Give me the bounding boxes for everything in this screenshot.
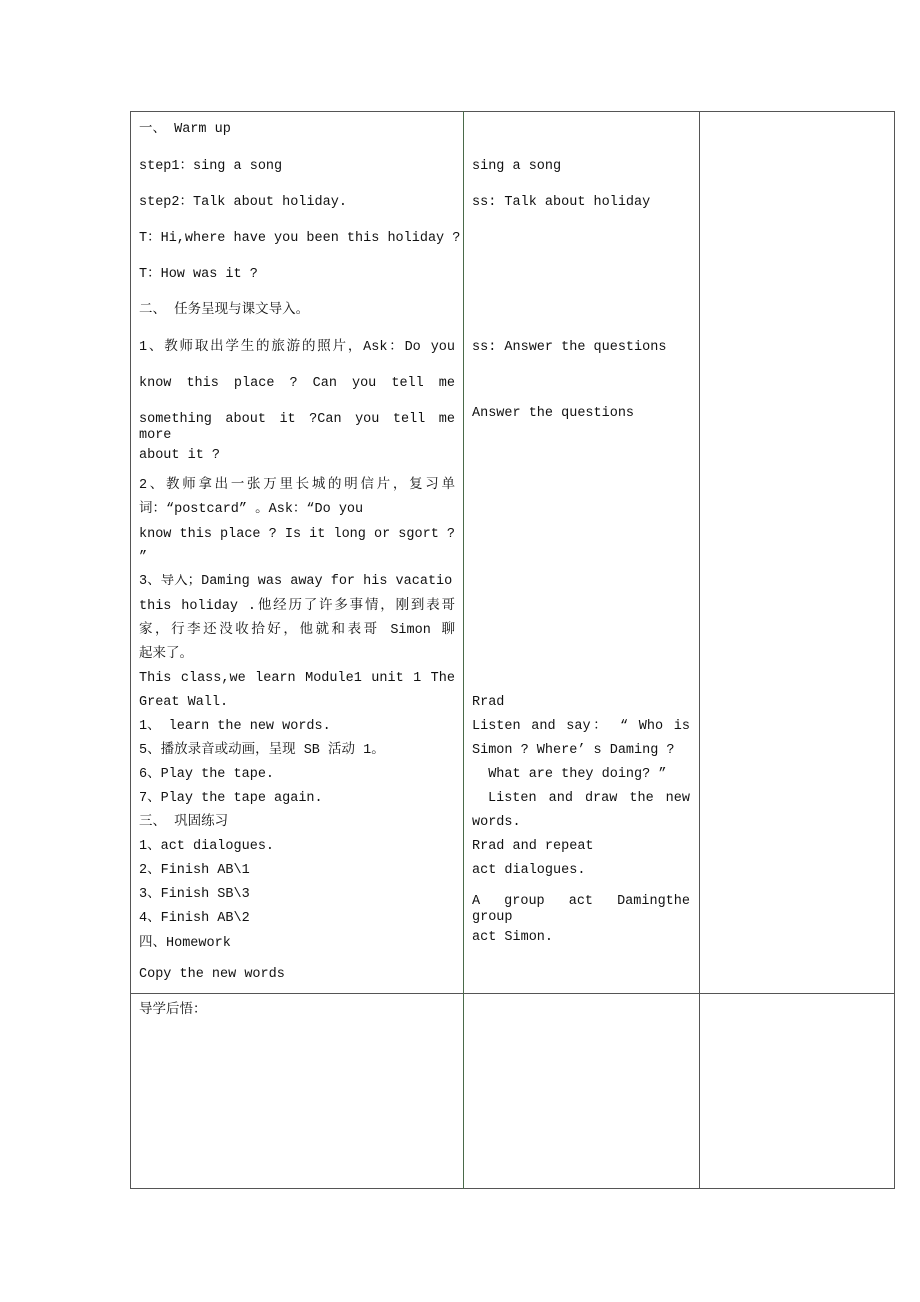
table-border-top: [130, 111, 895, 112]
section-heading: 二、 任务呈现与课文导入。: [139, 303, 310, 318]
text-line: Listen and say： “ Who is: [472, 719, 690, 734]
text-line: Rrad: [472, 695, 505, 710]
text-line: T：Hi,where have you been this holiday ?: [139, 231, 461, 246]
text-line: Answer the questions: [472, 406, 635, 421]
text-line: 词：“postcard” 。Ask：“Do you: [139, 502, 364, 517]
text-line: 起来了。: [139, 647, 193, 662]
text-line: 1、教师取出学生的旅游的照片，Ask：Do you: [139, 340, 455, 355]
text-line: 7、Play the tape again.: [139, 791, 323, 806]
text-line: ss: Talk about holiday: [472, 195, 651, 210]
text-line: 1、act dialogues.: [139, 839, 275, 854]
text-line: ”: [139, 550, 148, 565]
section-heading: 一、 Warm up: [139, 122, 231, 137]
text-line: 4、Finish AB\2: [139, 911, 250, 926]
reflection-label: 导学后悟：: [139, 1003, 207, 1018]
text-line: sing a song: [472, 159, 562, 174]
text-line: act dialogues.: [472, 863, 586, 878]
text-line: this holiday .他经历了许多事情，刚到表哥: [139, 599, 455, 614]
text-line: 2、教师拿出一张万里长城的明信片，复习单: [139, 478, 455, 493]
text-line: step2：Talk about holiday.: [139, 195, 347, 210]
text-line: 家，行李还没收拾好，他就和表哥 Simon 聊: [139, 623, 455, 638]
table-border-bottom: [130, 1188, 895, 1189]
row-divider: [130, 993, 895, 994]
text-line: What are they doing? ”: [472, 767, 667, 782]
text-line: 1、 learn the new words.: [139, 719, 331, 734]
table-border-right: [894, 111, 895, 1189]
column-divider-2: [699, 111, 700, 1189]
text-line: This class,we learn Module1 unit 1 The: [139, 671, 455, 686]
text-line: know this place ? Is it long or sgort ?: [139, 527, 455, 542]
table-border-left: [130, 111, 131, 1189]
text-line: know this place ? Can you tell me: [139, 376, 455, 391]
section-heading: 三、 巩固练习: [139, 815, 229, 830]
text-line: words.: [472, 815, 521, 830]
text-line: step1：sing a song: [139, 159, 283, 174]
text-line: ss: Answer the questions: [472, 340, 667, 355]
text-line: Listen and draw the new: [488, 791, 690, 806]
column-divider-1: [463, 111, 464, 1189]
text-line: T：How was it ?: [139, 267, 258, 282]
text-line: act Simon.: [472, 930, 554, 945]
text-line: 5、播放录音或动画，呈现 SB 活动 1。: [139, 743, 385, 758]
text-line: 2、Finish AB\1: [139, 863, 250, 878]
text-line: Rrad and repeat: [472, 839, 594, 854]
text-line: A group act Damingthe group: [472, 894, 690, 925]
text-line: Simon ? Where’ s Daming ?: [472, 743, 675, 758]
text-line: 3、Finish SB\3: [139, 887, 250, 902]
text-line: about it ?: [139, 448, 221, 463]
text-line: 6、Play the tape.: [139, 767, 275, 782]
text-line: Copy the new words: [139, 967, 285, 982]
text-line: something about it ?Can you tell me more: [139, 412, 455, 443]
section-heading: 四、Homework: [139, 936, 231, 951]
text-line: Great Wall.: [139, 695, 229, 710]
text-line: 3、导入；Daming was away for his vacatio: [139, 574, 453, 589]
